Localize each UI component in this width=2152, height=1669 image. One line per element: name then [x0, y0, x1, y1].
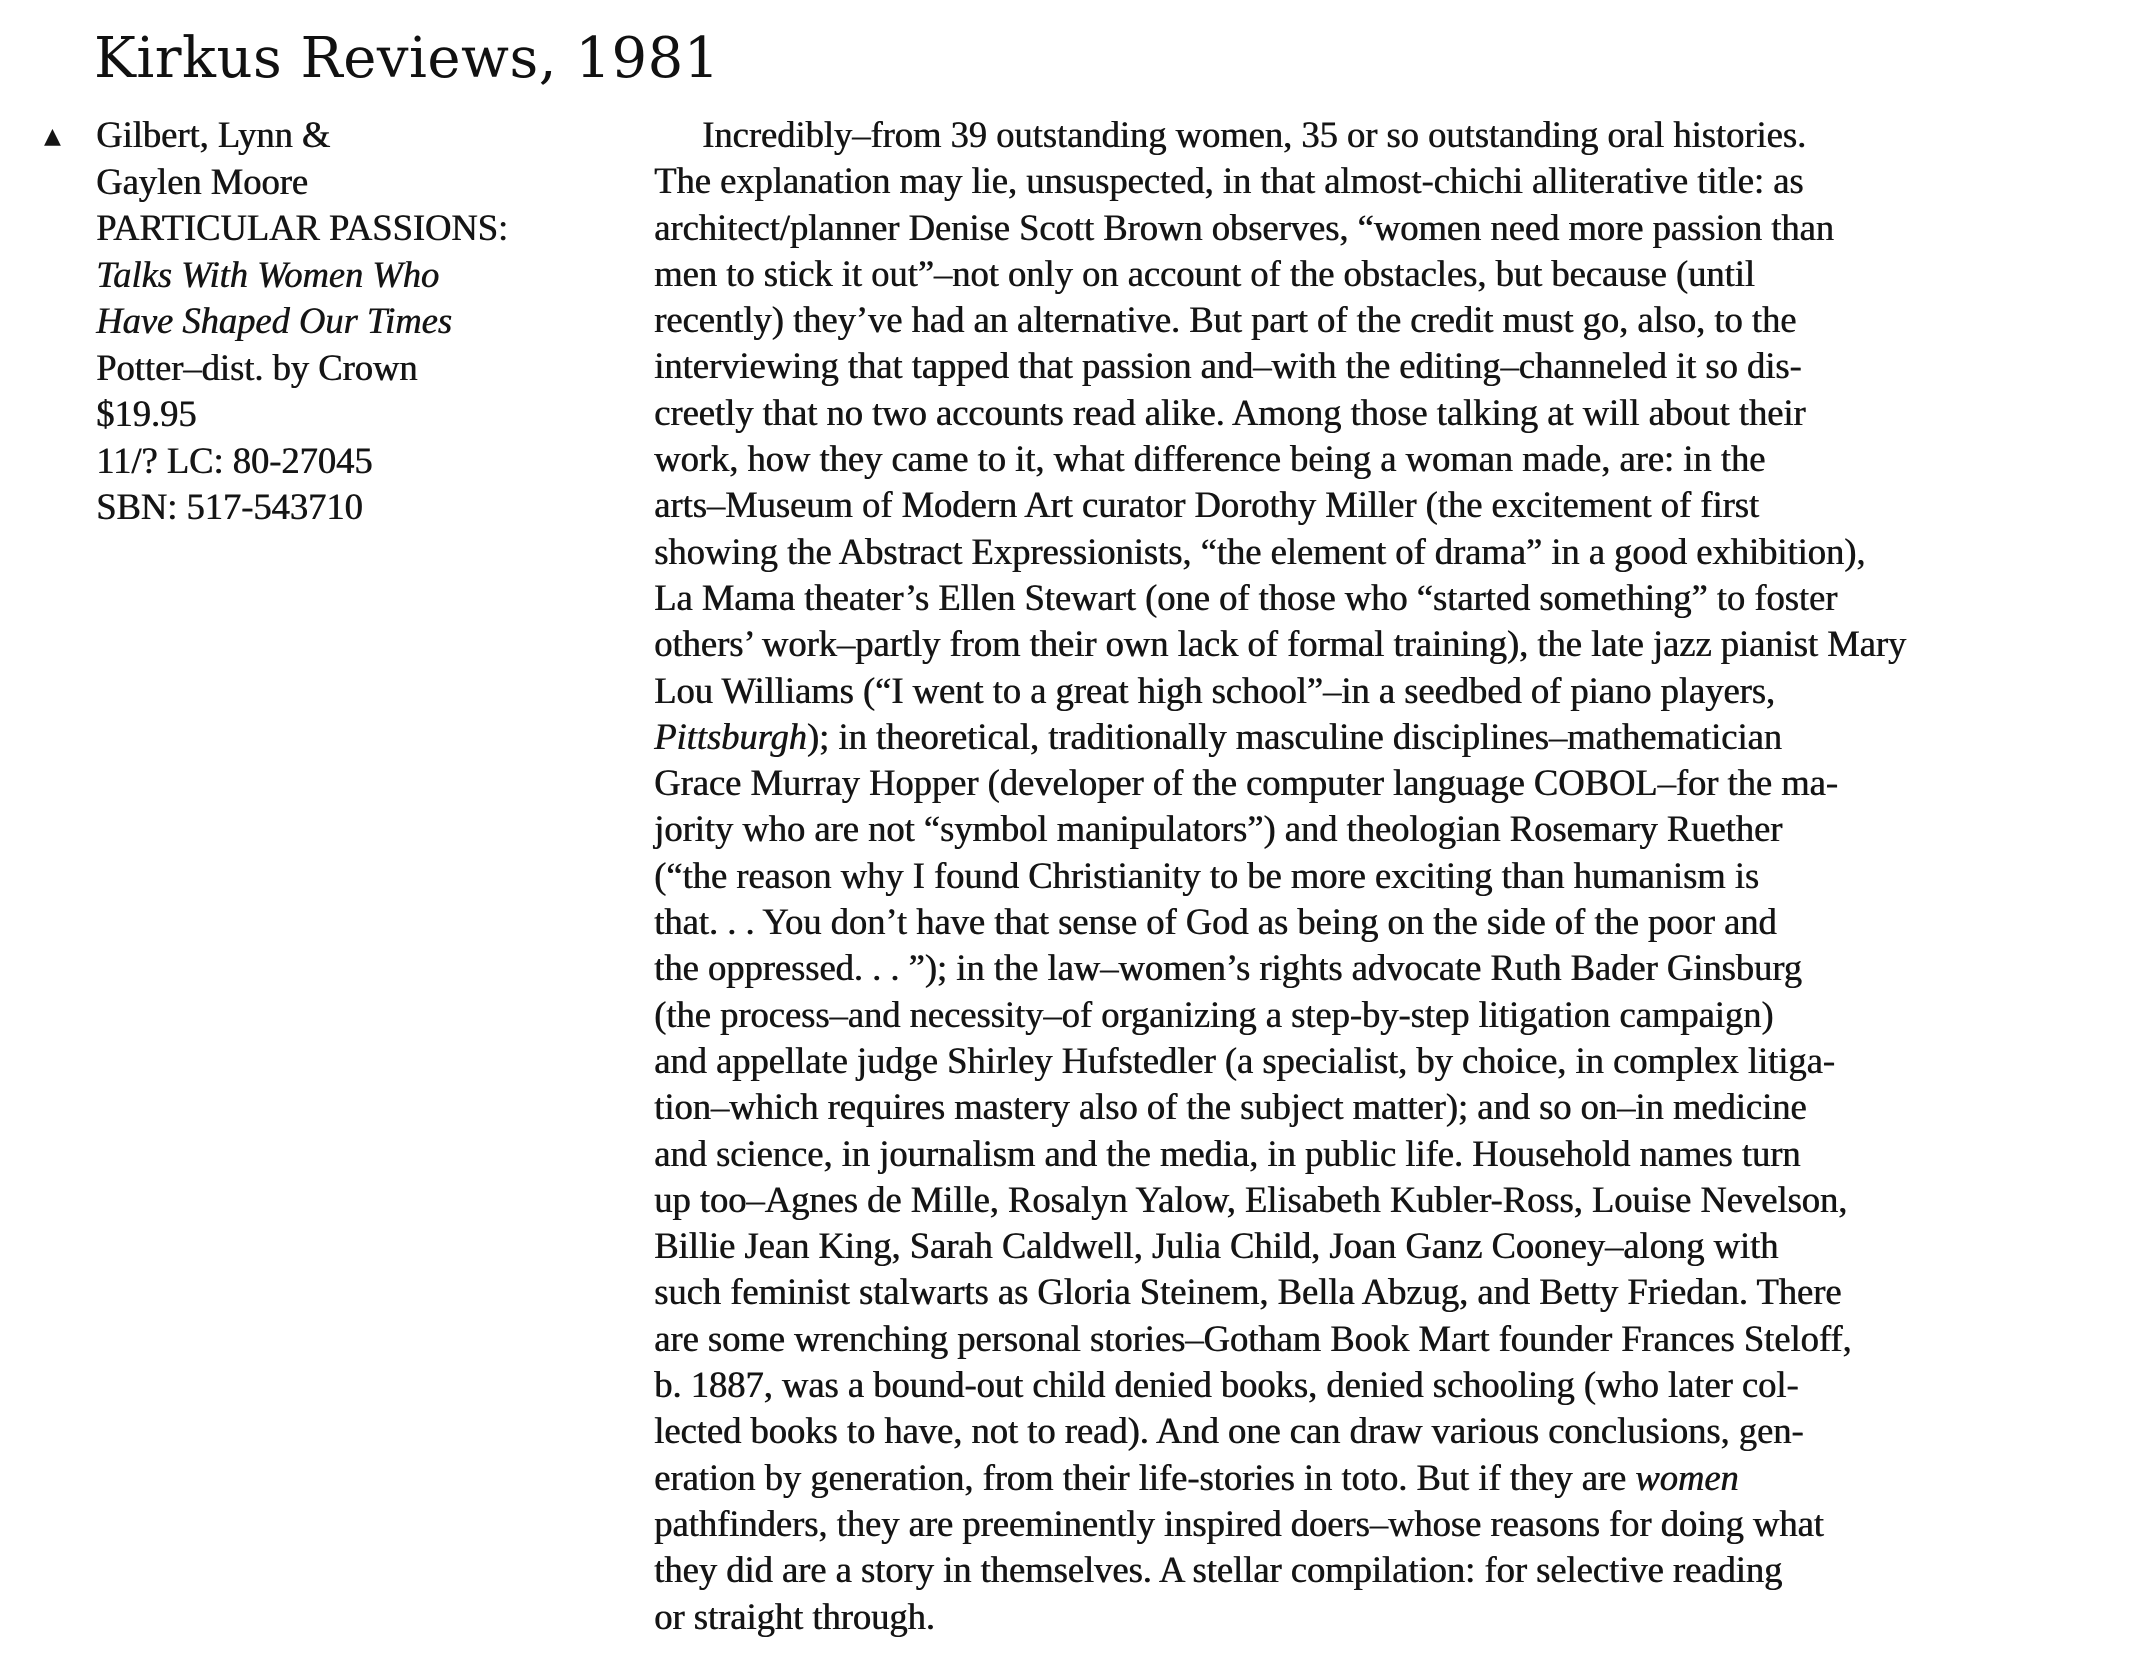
review-line: showing the Abstract Expressionists, “the element of drama” in a good exhibition),	[654, 530, 1866, 572]
review-line: arts–Museum of Modern Art curator Dorothy Miller (the excitement of first	[654, 484, 1759, 526]
review-line: The explanation may lie, unsuspected, in that almost-chichi alliterative title: as	[654, 160, 1804, 202]
book-subtitle-line-2: Have Shaped Our Times	[96, 300, 452, 341]
review-line	[654, 1455, 2124, 1501]
review-line: and science, in journalism and the media, in public life. Household names turn	[654, 1132, 1801, 1174]
author-line: Gilbert, Lynn &	[96, 114, 331, 155]
sbn-line: SBN: 517-543710	[96, 486, 363, 527]
review-line: are some wrenching personal stories–Gotham Book Mart founder Frances Steloff,	[654, 1317, 1852, 1359]
review-line: others’ work–partly from their own lack of formal training), the late jazz pianist Mary	[654, 623, 1907, 665]
review-line: work, how they came to it, what difference being a woman made, are: in the	[654, 438, 1766, 480]
review-line: pathfinders, they are preeminently inspired doers–whose reasons for doing what	[654, 1502, 1824, 1544]
review-line: and appellate judge Shirley Hufstedler (a specialist, by choice, in complex litiga-	[654, 1039, 1835, 1081]
review-line: Billie Jean King, Sarah Caldwell, Julia Child, Joan Ganz Cooney–along with	[654, 1225, 1779, 1267]
review-line: recently) they’ve had an alternative. But part of the credit must go, also, to the	[654, 299, 1797, 341]
review-line: or straight through.	[654, 1595, 935, 1637]
review-line-remainder: ); in theoretical, traditionally masculine disciplines–mathematician	[806, 715, 1782, 757]
review-line: lected books to have, not to read). And one can draw various conclusions, gen-	[654, 1410, 1804, 1452]
review-line: Lou Williams (“I went to a great high school”–in a seedbed of piano players,	[654, 669, 1775, 711]
review-line: Incredibly–from 39 outstanding women, 35 or so outstanding oral histories.	[702, 114, 1806, 155]
review-line: that. . . You don’t have that sense of God as being on the side of the poor and	[654, 901, 1777, 943]
publisher-line: Potter–dist. by Crown	[96, 346, 418, 388]
review-line	[654, 714, 2124, 760]
review-line: interviewing that tapped that passion and–with the editing–channeled it so dis-	[654, 345, 1802, 387]
triangle-marker-icon: ▲	[44, 124, 61, 149]
book-title: PARTICULAR PASSIONS:	[96, 207, 508, 248]
review-line: up too–Agnes de Mille, Rosalyn Yalow, Elisabeth Kubler-Ross, Louise Nevelson,	[654, 1178, 1848, 1220]
book-metadata	[96, 112, 616, 531]
price-line: $19.95	[96, 393, 197, 434]
review-line: La Mama theater’s Ellen Stewart (one of those who “started something” to foster	[654, 576, 1838, 618]
review-line: (“the reason why I found Christianity to be more exciting than humanism is	[654, 854, 1759, 896]
review-line: jority who are not “symbol manipulators”) and theologian Rosemary Ruether	[654, 808, 1783, 850]
coauthor-line: Gaylen Moore	[96, 160, 308, 202]
book-subtitle-line-1: Talks With Women Who	[96, 253, 440, 295]
review-line: such feminist stalwarts as Gloria Steinem, Bella Abzug, and Betty Friedan. There	[654, 1271, 1842, 1313]
review-line-start: eration by generation, from their life-stories in toto. But if they are	[654, 1456, 1636, 1498]
review-line: architect/planner Denise Scott Brown observes, “women need more passion than	[654, 206, 1834, 248]
review-line: creetly that no two accounts read alike. Among those talking at will about their	[654, 391, 1806, 433]
review-line: men to stick it out”–not only on account of the obstacles, but because (until	[654, 252, 1755, 294]
review-line: they did are a story in themselves. A stellar compilation: for selective reading	[654, 1549, 1783, 1591]
italic-emphasis: women	[1635, 1456, 1739, 1498]
review-line: (the process–and necessity–of organizing a step-by-step litigation campaign)	[654, 993, 1774, 1035]
italic-place-name: Pittsburgh	[654, 715, 807, 757]
review-line: b. 1887, was a bound-out child denied books, denied schooling (who later col-	[654, 1364, 1799, 1406]
review-line: the oppressed. . . ”); in the law–women’s rights advocate Ruth Bader Ginsburg	[654, 947, 1802, 989]
review-line: Grace Murray Hopper (developer of the computer language COBOL–for the ma-	[654, 762, 1838, 804]
lc-number-line: 11/? LC: 80-27045	[96, 439, 373, 481]
review-text	[654, 112, 2124, 1640]
review-line: tion–which requires mastery also of the subject matter); and so on–in medicine	[654, 1086, 1807, 1128]
page-title: Kirkus Reviews, 1981	[94, 26, 720, 91]
